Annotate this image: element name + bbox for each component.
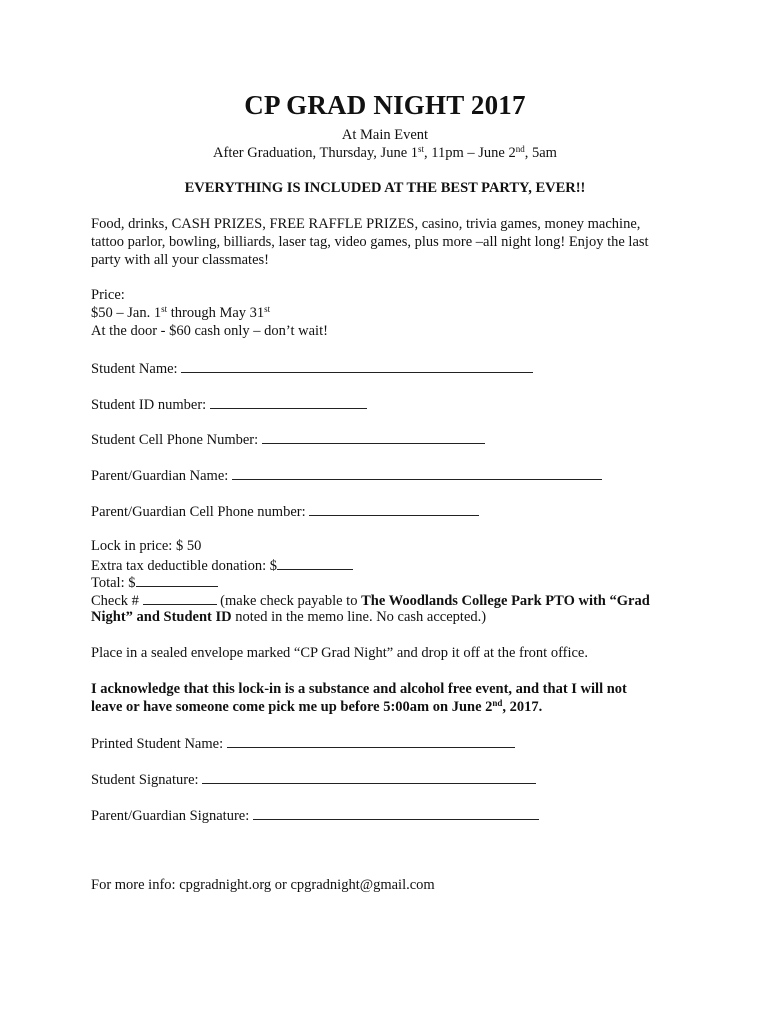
student-name-row	[91, 359, 533, 379]
parent-cell-field[interactable]	[309, 502, 479, 516]
student-signature-row	[91, 770, 536, 790]
parent-name-label: Parent/Guardian Name:	[91, 468, 229, 484]
student-name-field[interactable]	[181, 359, 533, 373]
student-name-label: Student Name:	[91, 361, 178, 377]
price-label: Price:	[91, 287, 125, 303]
check-label: Check #	[91, 593, 139, 609]
parent-cell-row	[91, 502, 479, 522]
total-field[interactable]	[136, 573, 218, 587]
event-location: At Main Event	[341, 127, 429, 143]
student-cell-label: Student Cell Phone Number:	[91, 432, 259, 448]
check-row: Check # (make check payable to The Woodlands College Park PTO with “Grad	[91, 593, 650, 609]
headline: EVERYTHING IS INCLUDED AT THE BEST PARTY, EVER!!	[184, 180, 586, 196]
description-line-1: Food, drinks, CASH PRIZES, FREE RAFFLE PRIZES, casino, trivia games, money machine,	[91, 216, 641, 232]
printed-name-field[interactable]	[227, 734, 515, 748]
envelope-instructions: Place in a sealed envelope marked “CP Grad Night” and drop it off at the front office.	[91, 645, 588, 661]
parent-name-field[interactable]	[232, 466, 602, 480]
student-signature-label: Student Signature:	[91, 772, 199, 788]
parent-signature-field[interactable]	[253, 806, 539, 820]
price-early: $50 – Jan. 1st through May 31st	[91, 304, 271, 321]
description-line-2: tattoo parlor, bowling, billiards, laser tag, video games, plus more –all night long! Enjoy the last	[91, 234, 649, 250]
parent-signature-row	[91, 806, 539, 826]
donation-label: Extra tax deductible donation: $	[91, 558, 278, 574]
student-id-field[interactable]	[210, 395, 367, 409]
acknowledgement-line-2: leave or have someone come pick me up before 5:00am on June 2nd, 2017.	[91, 698, 543, 715]
total-row	[91, 573, 218, 593]
student-cell-field[interactable]	[262, 430, 485, 444]
more-info: For more info: cpgradnight.org or cpgradnight@gmail.com	[91, 877, 435, 893]
price-door: At the door - $60 cash only – don’t wait!	[91, 323, 328, 339]
event-datetime: After Graduation, Thursday, June 1st, 11pm – June 2nd, 5am	[213, 144, 557, 161]
check-number-field[interactable]	[143, 591, 217, 605]
total-label: Total: $	[91, 575, 136, 591]
student-id-row	[91, 395, 367, 415]
lock-in-price: Lock in price: $ 50	[91, 538, 202, 554]
printed-name-label: Printed Student Name:	[91, 736, 224, 752]
student-id-label: Student ID number:	[91, 397, 207, 413]
parent-signature-label: Parent/Guardian Signature:	[91, 808, 250, 824]
parent-name-row	[91, 466, 602, 486]
check-row-2: Night” and Student ID noted in the memo line. No cash accepted.)	[91, 609, 487, 625]
description-line-3: party with all your classmates!	[91, 252, 269, 268]
student-signature-field[interactable]	[202, 770, 536, 784]
donation-field[interactable]	[277, 556, 353, 570]
acknowledgement-line-1: I acknowledge that this lock-in is a substance and alcohol free event, and that I will not	[91, 681, 627, 697]
parent-cell-label: Parent/Guardian Cell Phone number:	[91, 504, 306, 520]
document-title: CP GRAD NIGHT 2017	[244, 90, 526, 120]
printed-name-row	[91, 734, 515, 754]
student-cell-row	[91, 430, 485, 450]
